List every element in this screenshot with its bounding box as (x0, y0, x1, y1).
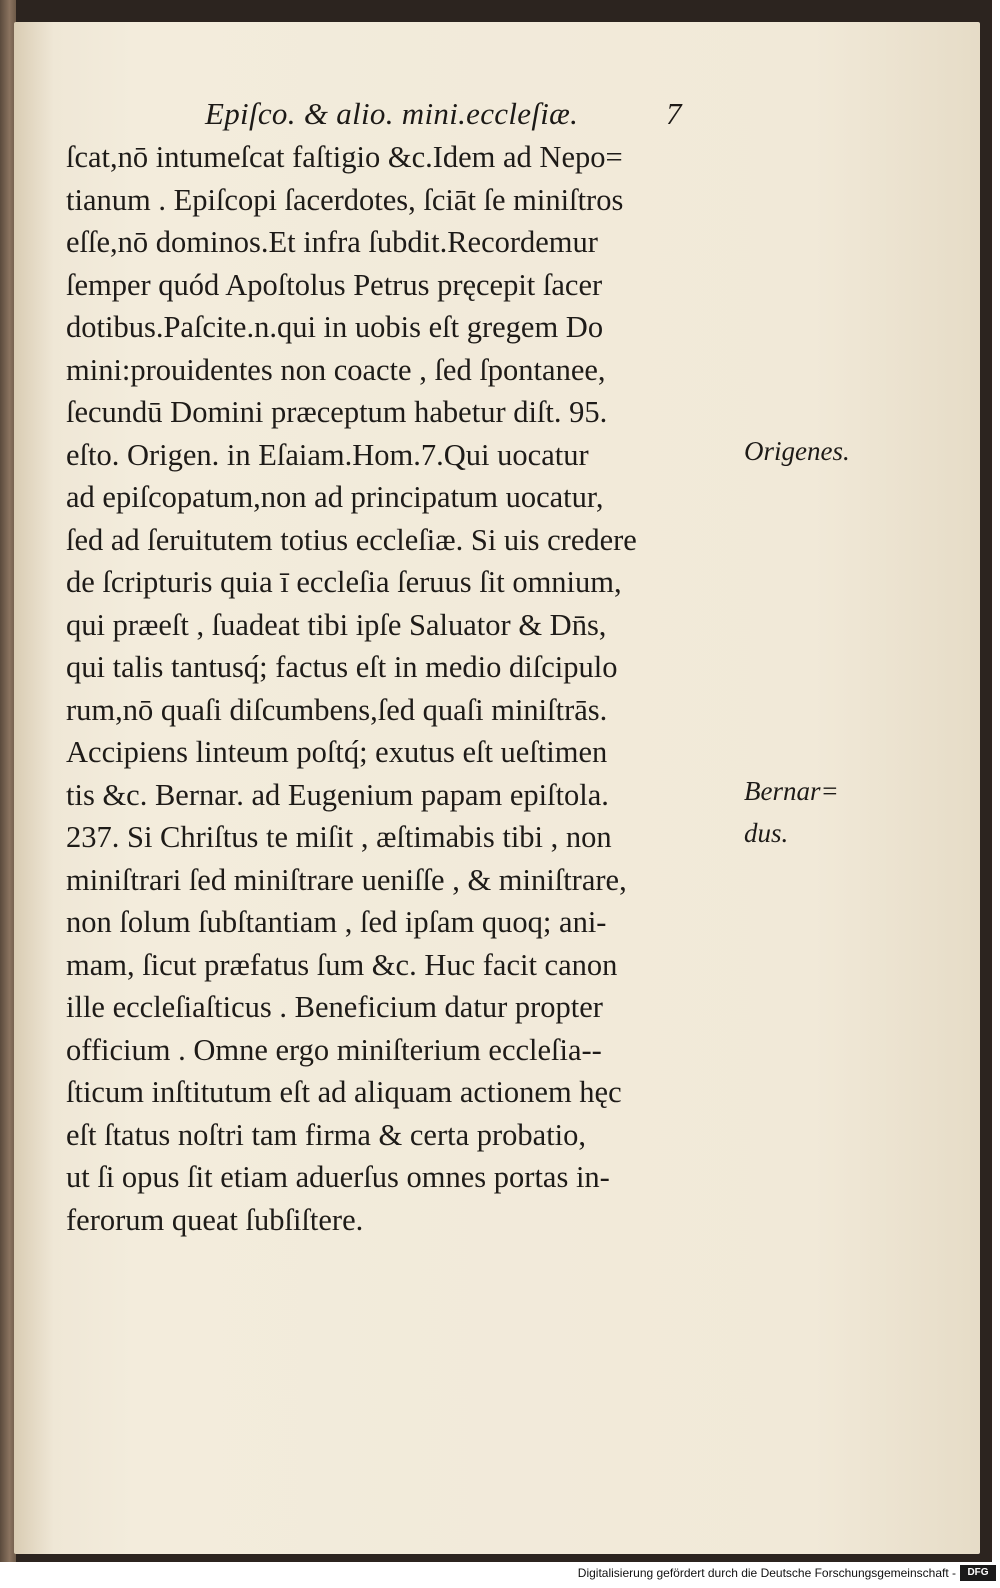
text-line: ſemper quód Apoſtolus Petrus pręcepit ſacer (66, 267, 603, 302)
running-head: Epiſco. & alio. mini.eccleſiæ. (205, 96, 579, 131)
marginal-note-bernardus: Bernar= (744, 776, 839, 806)
body-text (66, 136, 746, 1241)
text-line: mam, ſicut præfatus ſum &c. Huc facit canon (66, 947, 618, 982)
digitization-credit: Digitalisierung gefördert durch die Deutsche Forschungsgemeinschaft - (577, 1566, 956, 1580)
text-line: mini:prouidentes non coacte , ſed ſpontanee, (66, 352, 606, 387)
page-number: 7 (666, 96, 682, 131)
text-line: ut ſi opus ſit etiam aduerſus omnes portas in- (66, 1160, 610, 1194)
text-line: dotibus.Paſcite.n.qui in uobis eſt gregem Do (66, 310, 604, 344)
marginal-note-origenes: Origenes. (744, 436, 850, 466)
dfg-logo: DFG (960, 1565, 996, 1581)
text-line: eſſe,nō dominos.Et infra ſubdit.Recordemur (66, 225, 598, 259)
text-line: non ſolum ſubſtantiam , ſed ipſam quoq; ani- (66, 905, 607, 939)
text-line: ad epiſcopatum,non ad principatum uocatur, (66, 480, 604, 514)
text-line: qui talis tantusq́; factus eſt in medio diſcipulo (66, 650, 618, 684)
text-line: tis &c. Bernar. ad Eugenium papam epiſtola. (66, 777, 609, 812)
text-line: Accipiens linteum poſtq́; exutus eſt ueſtimen (66, 735, 608, 769)
text-line: eſto. Origen. in Eſaiam.Hom.7.Qui uocatur (66, 437, 589, 472)
marginal-note-bernardus-cont: dus. (744, 818, 789, 848)
text-line: ſticum inſtitutum eſt ad aliquam actionem hęc (66, 1075, 622, 1109)
text-line: ille eccleſiaſticus . Beneficium datur propter (66, 990, 603, 1024)
text-line: officium . Omne ergo miniſterium eccleſia-- (66, 1032, 602, 1067)
text-line: miniſtrari ſed miniſtrare ueniſſe , & miniſtrare, (66, 862, 627, 897)
text-line: de ſcripturis quia ī eccleſia ſeruus ſit omnium, (66, 565, 622, 599)
text-line: ſed ad ſeruitutem totius eccleſiæ. Si uis credere (66, 522, 637, 557)
text-line: rum,nō quaſi diſcumbens,ſed quaſi miniſtrās. (66, 692, 608, 727)
text-line: qui præeſt , ſuadeat tibi ipſe Saluator & Dn̄s, (66, 607, 607, 642)
text-line: tianum . Epiſcopi ſacerdotes, ſciāt ſe miniſtros (66, 182, 624, 217)
text-line: 237. Si Chriſtus te miſit , æſtimabis tibi , non (66, 820, 612, 854)
text-line: ſecundū Domini præceptum habetur diſt. 95. (66, 395, 608, 429)
text-line: eſt ſtatus noſtri tam firma & certa probatio, (66, 1117, 587, 1152)
text-line: ſcat,nō intumeſcat faſtigio &c.Idem ad Nepo= (66, 140, 623, 174)
text-line: ferorum queat ſubſiſtere. (66, 1202, 364, 1237)
